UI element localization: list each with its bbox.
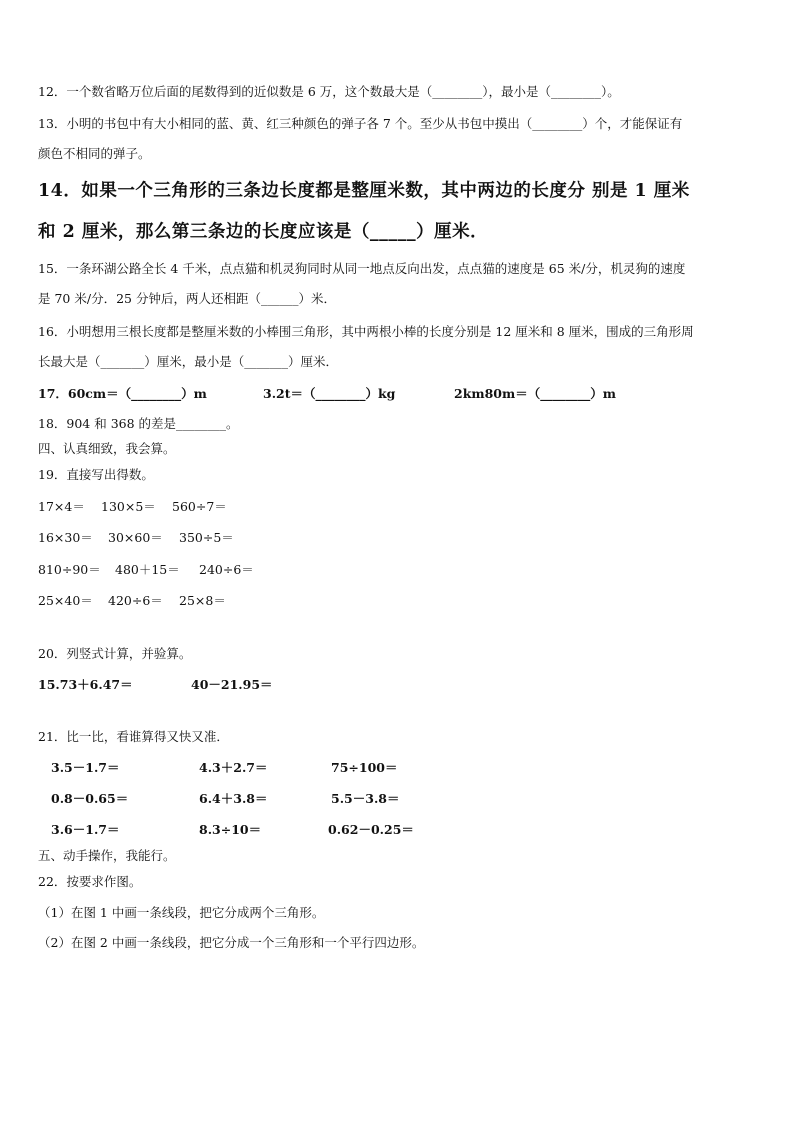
q19-item: 17×4＝ [38, 499, 85, 514]
q21-item: 3.6－1.7＝ [51, 822, 120, 837]
question-18: 18．904 和 368 的差是________。 [38, 416, 239, 431]
q21-item: 75÷100＝ [331, 760, 398, 775]
question-13-line-2: 颜色不相同的弹子。 [38, 146, 151, 161]
q19-item: 480＋15＝ [115, 562, 180, 577]
question-17-a: 17．60cm＝（________）m [38, 386, 207, 401]
question-15-line-2: 是 70 米/分．25 分钟后，两人还相距（______）米． [38, 291, 336, 306]
q20-item: 15.73＋6.47＝ [38, 677, 133, 692]
question-22: 22．按要求作图。 [38, 874, 142, 889]
question-16-line-2: 长最大是（_______）厘米，最小是（_______）厘米． [38, 354, 339, 369]
question-16-line-1: 16．小明想用三根长度都是整厘米数的小棒围三角形，其中两根小棒的长度分别是 12 厘米和 8 厘米，围成的三角形周 [38, 324, 694, 339]
q19-item: 810÷90＝ [38, 562, 101, 577]
question-22-part-2: （2）在图 2 中画一条线段，把它分成一个三角形和一个平行四边形。 [38, 935, 425, 950]
q21-item: 0.62－0.25＝ [328, 822, 414, 837]
q21-item: 4.3＋2.7＝ [199, 760, 268, 775]
q20-item: 40－21.95＝ [191, 677, 273, 692]
question-17-c: 2km80m＝（________）m [454, 386, 616, 401]
section-5-heading: 五、动手操作，我能行。 [38, 848, 176, 863]
section-4-heading: 四、认真细致，我会算。 [38, 441, 176, 456]
q21-item: 8.3÷10＝ [199, 822, 262, 837]
question-19: 19．直接写出得数。 [38, 467, 154, 482]
question-15-line-1: 15．一条环湖公路全长 4 千米，点点猫和机灵狗同时从同一地点反向出发，点点猫的速度是 65 米/分，机灵狗的速度 [38, 261, 686, 276]
q21-item: 5.5－3.8＝ [331, 791, 400, 806]
q19-item: 25×8＝ [179, 593, 226, 608]
q19-item: 30×60＝ [108, 530, 163, 545]
question-20: 20．列竖式计算，并验算。 [38, 646, 192, 661]
q21-item: 6.4＋3.8＝ [199, 791, 268, 806]
question-12: 12．一个数省略万位后面的尾数得到的近似数是 6 万，这个数最大是（________），最小是（________）。 [38, 84, 620, 99]
question-14-line-2: 和 2 厘米，那么第三条边的长度应该是（_____）厘米． [38, 222, 489, 242]
q21-item: 0.8－0.65＝ [51, 791, 129, 806]
question-22-part-1: （1）在图 1 中画一条线段，把它分成两个三角形。 [38, 905, 325, 920]
question-14-line-1: 14．如果一个三角形的三条边长度都是整厘米数，其中两边的长度分 别是 1 厘米 [38, 181, 690, 201]
question-13-line-1: 13．小明的书包中有大小相同的蓝、黄、红三种颜色的弹子各 7 个。至少从书包中摸出（________）个，才能保证有 [38, 116, 683, 131]
q21-item: 3.5－1.7＝ [51, 760, 120, 775]
q19-item: 25×40＝ [38, 593, 93, 608]
question-21: 21．比一比，看谁算得又快又准． [38, 729, 229, 744]
q19-item: 130×5＝ [101, 499, 156, 514]
q19-item: 350÷5＝ [179, 530, 234, 545]
q19-item: 16×30＝ [38, 530, 93, 545]
q19-item: 560÷7＝ [172, 499, 227, 514]
q19-item: 420÷6＝ [108, 593, 163, 608]
question-17-b: 3.2t＝（________）kg [263, 386, 396, 401]
q19-item: 240÷6＝ [199, 562, 254, 577]
